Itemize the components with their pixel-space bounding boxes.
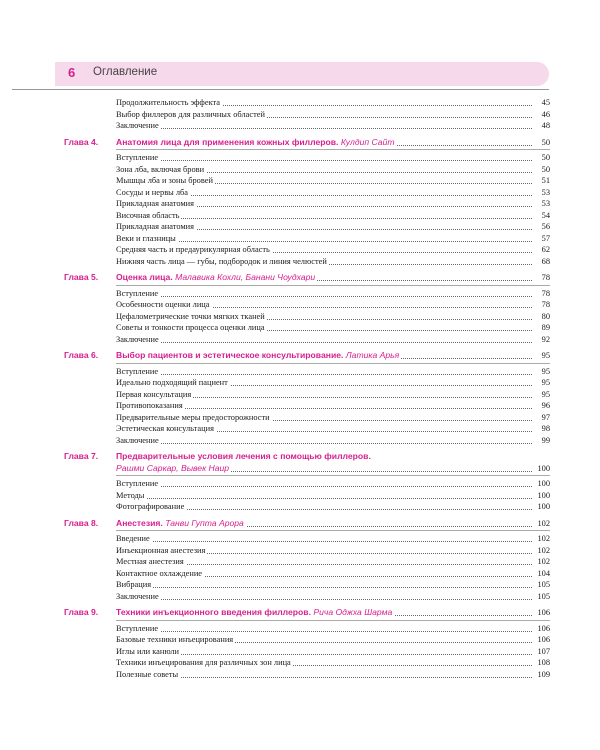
dot-leader xyxy=(116,160,532,161)
toc-entry-title: Местная анестезия xyxy=(116,557,184,566)
toc-entry-page: 102 xyxy=(537,545,550,555)
toc-entry-page: 109 xyxy=(537,669,550,679)
toc-entry-title: Выбор филлеров для различных областей xyxy=(116,109,265,119)
toc-entry[interactable] xyxy=(64,221,550,233)
toc-entry[interactable] xyxy=(64,657,550,669)
toc-entry[interactable] xyxy=(64,669,550,681)
dot-leader xyxy=(116,498,532,499)
chapter-author: Кулдип Сайт xyxy=(340,136,395,147)
chapter-title: Техники инъекционного введения филлеров. xyxy=(116,607,311,617)
running-title: Оглавление xyxy=(93,66,158,78)
toc-entry-page: 106 xyxy=(537,623,550,633)
toc-entry-title: Заключение xyxy=(116,435,159,445)
chapter-heading[interactable] xyxy=(64,350,550,362)
chapter-title: Предварительные условия лечения с помощью филлеров. xyxy=(116,451,371,461)
toc-entry-page: 96 xyxy=(541,401,550,410)
toc-entry-title: Иглы или канюли xyxy=(116,646,180,656)
dot-leader xyxy=(116,486,532,487)
chapter-heading[interactable] xyxy=(64,137,550,149)
chapter-page: 102 xyxy=(537,518,550,528)
toc-entry-title: Заключение xyxy=(116,334,159,344)
chapter-page: 78 xyxy=(541,273,550,282)
toc-entry-title: Веки и глазницы xyxy=(116,233,176,243)
toc-entry-page: 108 xyxy=(537,658,550,667)
toc-entry[interactable] xyxy=(64,591,550,603)
toc-entry[interactable] xyxy=(64,490,550,502)
toc-entry-page: 53 xyxy=(541,199,550,208)
toc-entry-title: Вступление xyxy=(116,366,159,376)
toc-entry-page: 80 xyxy=(541,311,550,321)
running-header xyxy=(55,62,549,86)
toc-entry-page: 99 xyxy=(541,435,550,445)
toc-entry[interactable] xyxy=(64,533,550,545)
toc-entry[interactable] xyxy=(64,109,550,121)
chapter-rule xyxy=(116,475,550,476)
toc-entry-page: 45 xyxy=(541,98,550,107)
toc-entry-title: Вибрация xyxy=(116,580,152,589)
chapter-rule xyxy=(116,620,550,621)
toc-entry-title: Контактное охлаждение xyxy=(116,568,203,578)
toc-entry-title: Советы и тонкости процесса оценки лица xyxy=(116,323,265,332)
dot-leader xyxy=(116,541,532,542)
toc-entry-title: Средняя часть и предаурикулярная область xyxy=(116,245,270,254)
toc-entry[interactable] xyxy=(64,152,550,164)
toc-entry-page: 54 xyxy=(541,210,550,220)
toc-entry-title: Предварительные меры предосторожности xyxy=(116,412,270,422)
toc-entry[interactable] xyxy=(64,623,550,635)
chapter-rule xyxy=(116,149,550,150)
chapter-label: Глава 6. xyxy=(64,350,99,360)
toc-entry-title: Вступление xyxy=(116,288,159,298)
toc-entry-title: Вступление xyxy=(116,153,159,162)
toc-entry[interactable] xyxy=(64,187,550,199)
toc-entry-title: Прикладная анатомия xyxy=(116,222,194,231)
chapter-author: Латика Арья xyxy=(345,350,400,360)
toc-entry[interactable] xyxy=(64,175,550,187)
dot-leader xyxy=(116,443,532,444)
toc-entry-title: Продолжительность эффекта xyxy=(116,98,221,107)
chapter-heading[interactable] xyxy=(64,451,550,474)
toc-entry-title: Базовые техники инъецирования xyxy=(116,635,234,644)
toc-entry-page: 102 xyxy=(537,534,550,543)
toc-entry[interactable] xyxy=(64,646,550,658)
lead-entries xyxy=(64,97,550,132)
chapter-label: Глава 4. xyxy=(64,136,99,147)
toc-entry-page: 100 xyxy=(537,502,550,511)
dot-leader xyxy=(116,241,532,242)
toc-entry-title: Идеально подходящий пациент xyxy=(116,378,228,387)
toc-entry[interactable] xyxy=(64,400,550,412)
chapter-title: Анатомия лица для применения кожных филлеров. xyxy=(116,136,339,147)
toc-entry[interactable] xyxy=(64,244,550,256)
toc-entry[interactable] xyxy=(64,164,550,176)
chapter-label: Глава 8. xyxy=(64,517,99,528)
chapter-heading[interactable] xyxy=(64,518,550,530)
dot-leader xyxy=(116,128,532,129)
chapter-label: Глава 9. xyxy=(64,607,99,617)
toc-entry-page: 92 xyxy=(541,334,550,344)
toc-entry[interactable] xyxy=(64,366,550,378)
toc-entry-page: 46 xyxy=(541,109,550,119)
dot-leader xyxy=(116,587,532,588)
toc-entry-title: Методы xyxy=(116,490,145,500)
toc-entry[interactable] xyxy=(64,322,550,334)
toc-entry-title: Эстетическая консультация xyxy=(116,424,214,433)
toc-entry[interactable] xyxy=(64,288,550,300)
toc-entry-page: 100 xyxy=(537,479,550,488)
toc-entry-page: 105 xyxy=(537,580,550,589)
chapter-heading[interactable] xyxy=(64,607,550,619)
toc-entry-page: 98 xyxy=(541,424,550,433)
dot-leader xyxy=(116,599,532,600)
toc-entry[interactable] xyxy=(64,299,550,311)
chapter-title: Выбор пациентов и эстетическое консультирование. xyxy=(116,350,344,360)
toc-entry-page: 107 xyxy=(537,646,550,656)
chapters-list xyxy=(64,137,550,681)
toc-entry[interactable] xyxy=(64,389,550,401)
toc-entry-page: 57 xyxy=(541,233,550,243)
chapter-page: 100 xyxy=(537,463,550,473)
toc-entry-page: 102 xyxy=(537,557,550,566)
toc-entry-page: 62 xyxy=(541,245,550,254)
chapter-page: 106 xyxy=(537,608,550,617)
toc-entry[interactable] xyxy=(64,435,550,447)
toc-entry-title: Полезные советы xyxy=(116,669,179,679)
toc-entry-page: 97 xyxy=(541,412,550,422)
toc-entry-title: Мышцы лба и зоны бровей xyxy=(116,176,213,185)
toc-entry-title: Введение xyxy=(116,534,150,543)
toc-entry-page: 53 xyxy=(541,187,550,197)
toc-entry[interactable] xyxy=(64,634,550,646)
toc-entry-page: 68 xyxy=(541,256,550,266)
toc-entry-page: 95 xyxy=(541,389,550,399)
toc-entry[interactable] xyxy=(64,579,550,591)
dot-leader xyxy=(116,342,532,343)
chapter-author: Танви Гупта Арора xyxy=(165,517,244,528)
toc-entry-title: Заключение xyxy=(116,591,159,601)
chapter-label: Глава 5. xyxy=(64,272,99,282)
dot-leader xyxy=(116,296,532,297)
chapter-author: Рашми Саркар, Вывек Наир xyxy=(116,462,230,473)
toc-entry-page: 50 xyxy=(541,164,550,174)
toc-entry-page: 104 xyxy=(537,568,550,578)
toc-entry[interactable] xyxy=(64,545,550,557)
toc-entry-title: Сосуды и нервы лба xyxy=(116,187,189,197)
chapter-heading[interactable] xyxy=(64,272,550,284)
chapter-label: Глава 7. xyxy=(64,451,99,461)
toc-entry-title: Нижняя часть лица — губы, подбородок и линия челюстей xyxy=(116,256,327,266)
toc-entry-page: 100 xyxy=(537,490,550,500)
toc-entry-title: Заключение xyxy=(116,121,159,130)
toc-entry[interactable] xyxy=(64,210,550,222)
toc-entry-page: 105 xyxy=(537,591,550,601)
dot-leader xyxy=(116,374,532,375)
toc-entry-title: Цефалометрические точки мягких тканей xyxy=(116,311,265,321)
toc-entry[interactable] xyxy=(64,334,550,346)
toc-entry-page: 50 xyxy=(541,153,550,162)
toc-entry-title: Вступление xyxy=(116,479,159,488)
page-number: 6 xyxy=(68,65,76,80)
chapter-rule xyxy=(116,530,550,531)
toc-entry[interactable] xyxy=(64,311,550,323)
toc-entry[interactable] xyxy=(64,198,550,210)
toc-entry-page: 95 xyxy=(541,378,550,387)
dot-leader xyxy=(116,631,532,632)
toc-entry[interactable] xyxy=(64,120,550,132)
toc-entry-title: Фотографирование xyxy=(116,502,185,511)
toc-entry-title: Противопоказания xyxy=(116,401,183,410)
chapter-author: Рича Оджха Шарма xyxy=(313,607,393,617)
toc-entry[interactable] xyxy=(64,501,550,513)
toc-entry-page: 89 xyxy=(541,323,550,332)
toc-entry-page: 95 xyxy=(541,366,550,376)
chapter-rule xyxy=(116,285,550,286)
toc-entry[interactable] xyxy=(64,97,550,109)
toc-entry-title: Височная область xyxy=(116,210,180,220)
toc-entry[interactable] xyxy=(64,423,550,435)
table-of-contents xyxy=(64,97,550,680)
toc-entry[interactable] xyxy=(64,478,550,490)
chapter-title: Анестезия. xyxy=(116,517,163,528)
toc-entry-title: Вступление xyxy=(116,623,159,633)
toc-entry-title: Особенности оценки лица xyxy=(116,300,210,309)
header-rule xyxy=(12,89,549,90)
toc-entry-page: 106 xyxy=(537,635,550,644)
toc-entry-title: Техники инъецирования для различных зон лица xyxy=(116,658,291,667)
toc-entry[interactable] xyxy=(64,412,550,424)
toc-entry-title: Прикладная анатомия xyxy=(116,199,194,208)
toc-entry[interactable] xyxy=(64,556,550,568)
chapter-page: 95 xyxy=(541,351,550,360)
chapter-page: 50 xyxy=(541,137,550,147)
toc-entry-page: 78 xyxy=(541,288,550,298)
toc-entry-title: Зона лба, включая брови xyxy=(116,164,205,174)
chapter-title: Оценка лица. xyxy=(116,272,173,282)
toc-entry[interactable] xyxy=(64,256,550,268)
chapter-author: Малавика Кохли, Банани Чоудхари xyxy=(175,272,316,282)
toc-entry-title: Первая консультация xyxy=(116,389,192,399)
toc-entry[interactable] xyxy=(64,377,550,389)
toc-entry-page: 56 xyxy=(541,222,550,231)
chapter-rule xyxy=(116,363,550,364)
toc-entry-title: Инъекционная анестезия xyxy=(116,545,206,555)
toc-entry-page: 48 xyxy=(541,121,550,130)
toc-entry-page: 51 xyxy=(541,176,550,185)
toc-entry[interactable] xyxy=(64,233,550,245)
toc-entry-page: 78 xyxy=(541,300,550,309)
toc-entry[interactable] xyxy=(64,568,550,580)
